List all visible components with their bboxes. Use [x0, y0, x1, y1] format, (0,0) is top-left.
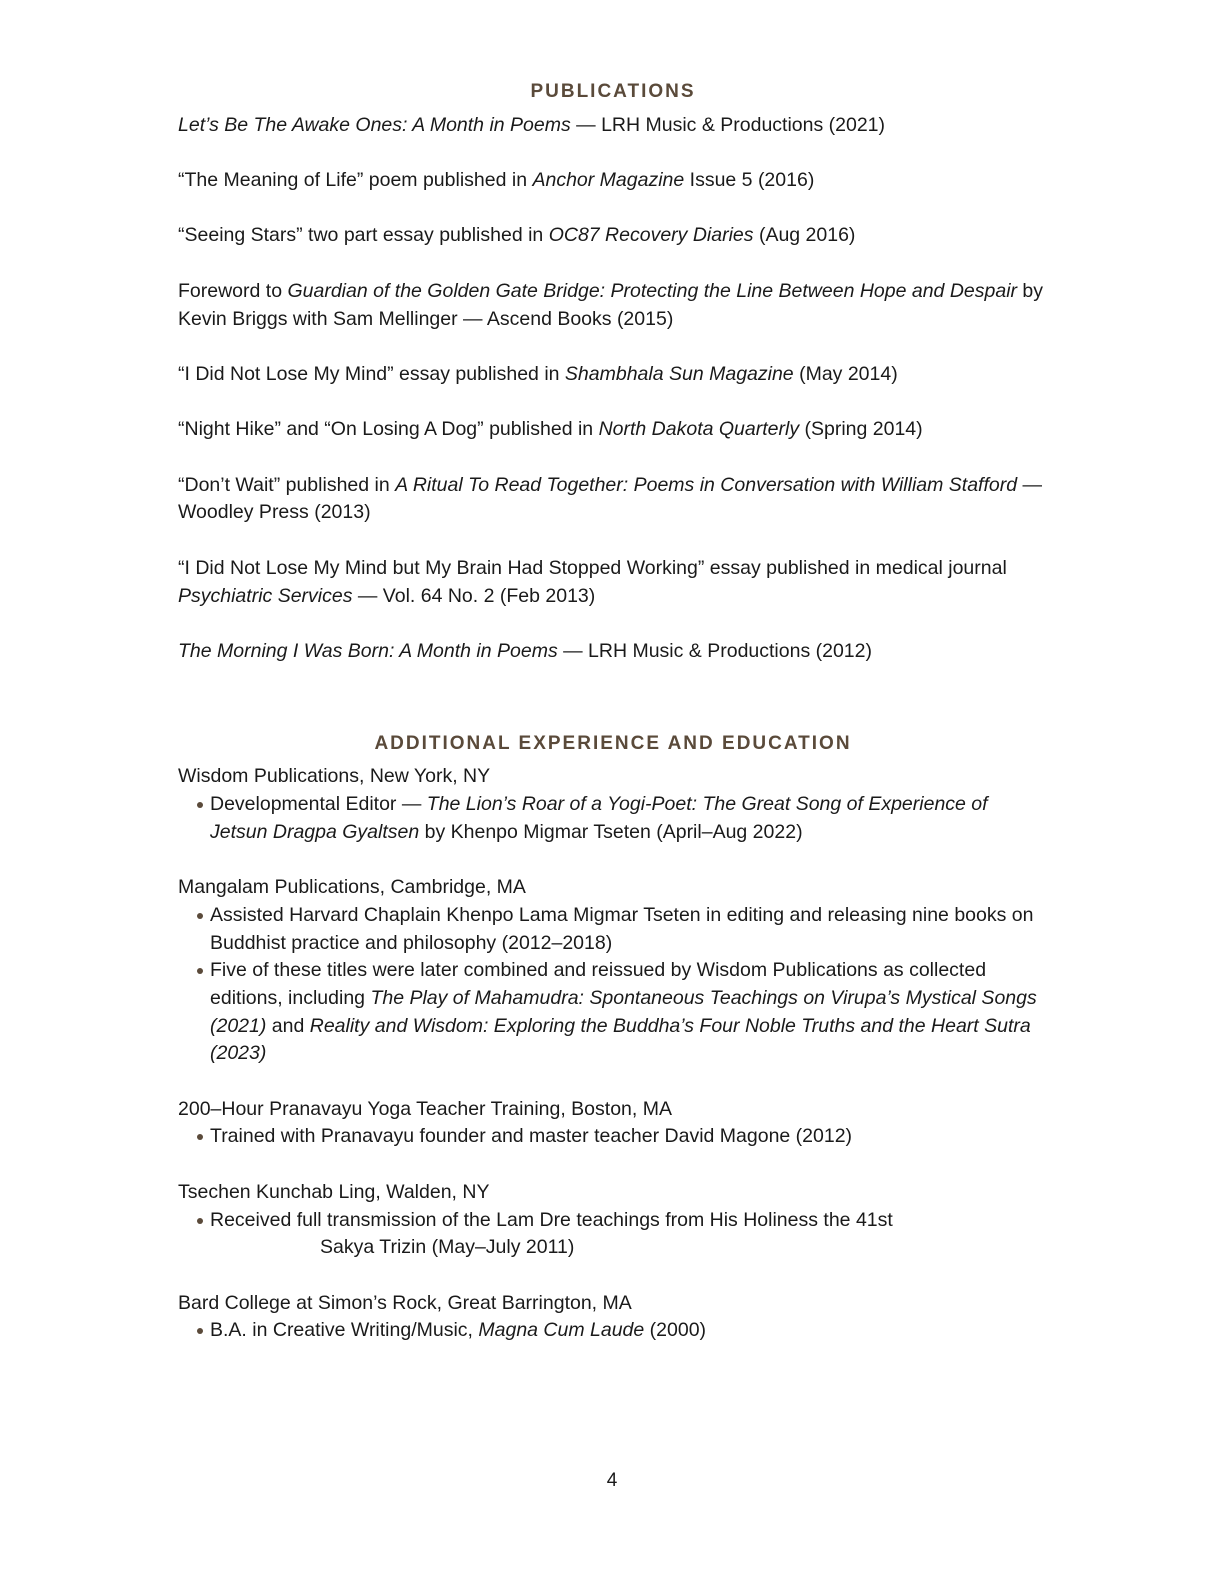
publication-item: “I Did Not Lose My Mind” essay published in Shambhala Sun Magazine (May 2014): [178, 362, 898, 385]
list-item: Trained with Pranavayu founder and master teacher David Magone (2012): [210, 1123, 1048, 1151]
list-item: Five of these titles were later combined and reissued by Wisdom Publications as collected editions, including The Play of Mahamudra: Spontaneous Teachings on Virupa’s Mystical Songs (2021) and Reality and Wisdom: Exploring the Buddha’s Four Noble Truths and the Heart Sutra (2023): [210, 957, 1048, 1068]
publication-item: “Seeing Stars” two part essay published in OC87 Recovery Diaries (Aug 2016): [178, 224, 856, 247]
org-name: Bard College at Simon’s Rock, Great Barrington, MA: [178, 1291, 632, 1314]
experience-heading: ADDITIONAL EXPERIENCE AND EDUCATION: [374, 732, 852, 754]
experience-bard: [178, 1290, 1048, 1345]
publication-item: “The Meaning of Life” poem published in Anchor Magazine Issue 5 (2016): [178, 169, 815, 192]
publication-item: “I Did Not Lose My Mind but My Brain Had Stopped Working” essay published in medical journal Psychiatric Services — Vol. 64 No. 2 (Feb 2013): [178, 556, 1007, 607]
publications-heading: PUBLICATIONS: [530, 81, 696, 102]
publication-item: Let’s Be The Awake Ones: A Month in Poems — LRH Music & Productions (2021): [178, 113, 886, 136]
publication-item: “Don’t Wait” published in A Ritual To Read Together: Poems in Conversation with William Stafford — Woodley Press (2013): [178, 473, 1042, 524]
page-number: 4: [606, 1470, 618, 1491]
list-item: Assisted Harvard Chaplain Khenpo Lama Migmar Tseten in editing and releasing nine books on Buddhist practice and philosophy (2012–2018): [210, 902, 1048, 957]
org-name: Mangalam Publications, Cambridge, MA: [178, 876, 526, 899]
list-item: B.A. in Creative Writing/Music, Magna Cum Laude (2000): [210, 1317, 1048, 1345]
publication-item: Foreword to Guardian of the Golden Gate Bridge: Protecting the Line Between Hope and Despair by Kevin Briggs with Sam Mellinger — Ascend Books (2015): [178, 279, 1044, 330]
org-name: 200–Hour Pranavayu Yoga Teacher Training, Boston, MA: [178, 1097, 672, 1120]
experience-yoga: [178, 1096, 1048, 1151]
publications-list: [178, 112, 1048, 666]
list-item: Received full transmission of the Lam Dre teachings from His Holiness the 41st Sakya Trizin (May–July 2011): [210, 1207, 1048, 1262]
experience-wisdom: [178, 763, 1048, 846]
org-name: Wisdom Publications, New York, NY: [178, 765, 491, 788]
list-item: Developmental Editor — The Lion’s Roar of a Yogi-Poet: The Great Song of Experience of Jetsun Dragpa Gyaltsen by Khenpo Migmar Tseten (April–Aug 2022): [210, 791, 1048, 846]
publication-item: “Night Hike” and “On Losing A Dog” published in North Dakota Quarterly (Spring 2014): [178, 418, 923, 441]
experience-mangalam: [178, 874, 1048, 1068]
org-name: Tsechen Kunchab Ling, Walden, NY: [178, 1180, 490, 1203]
resume-page: [178, 78, 1048, 1373]
publication-item: The Morning I Was Born: A Month in Poems — LRH Music & Productions (2012): [178, 639, 872, 662]
experience-tsechen: [178, 1179, 1048, 1262]
